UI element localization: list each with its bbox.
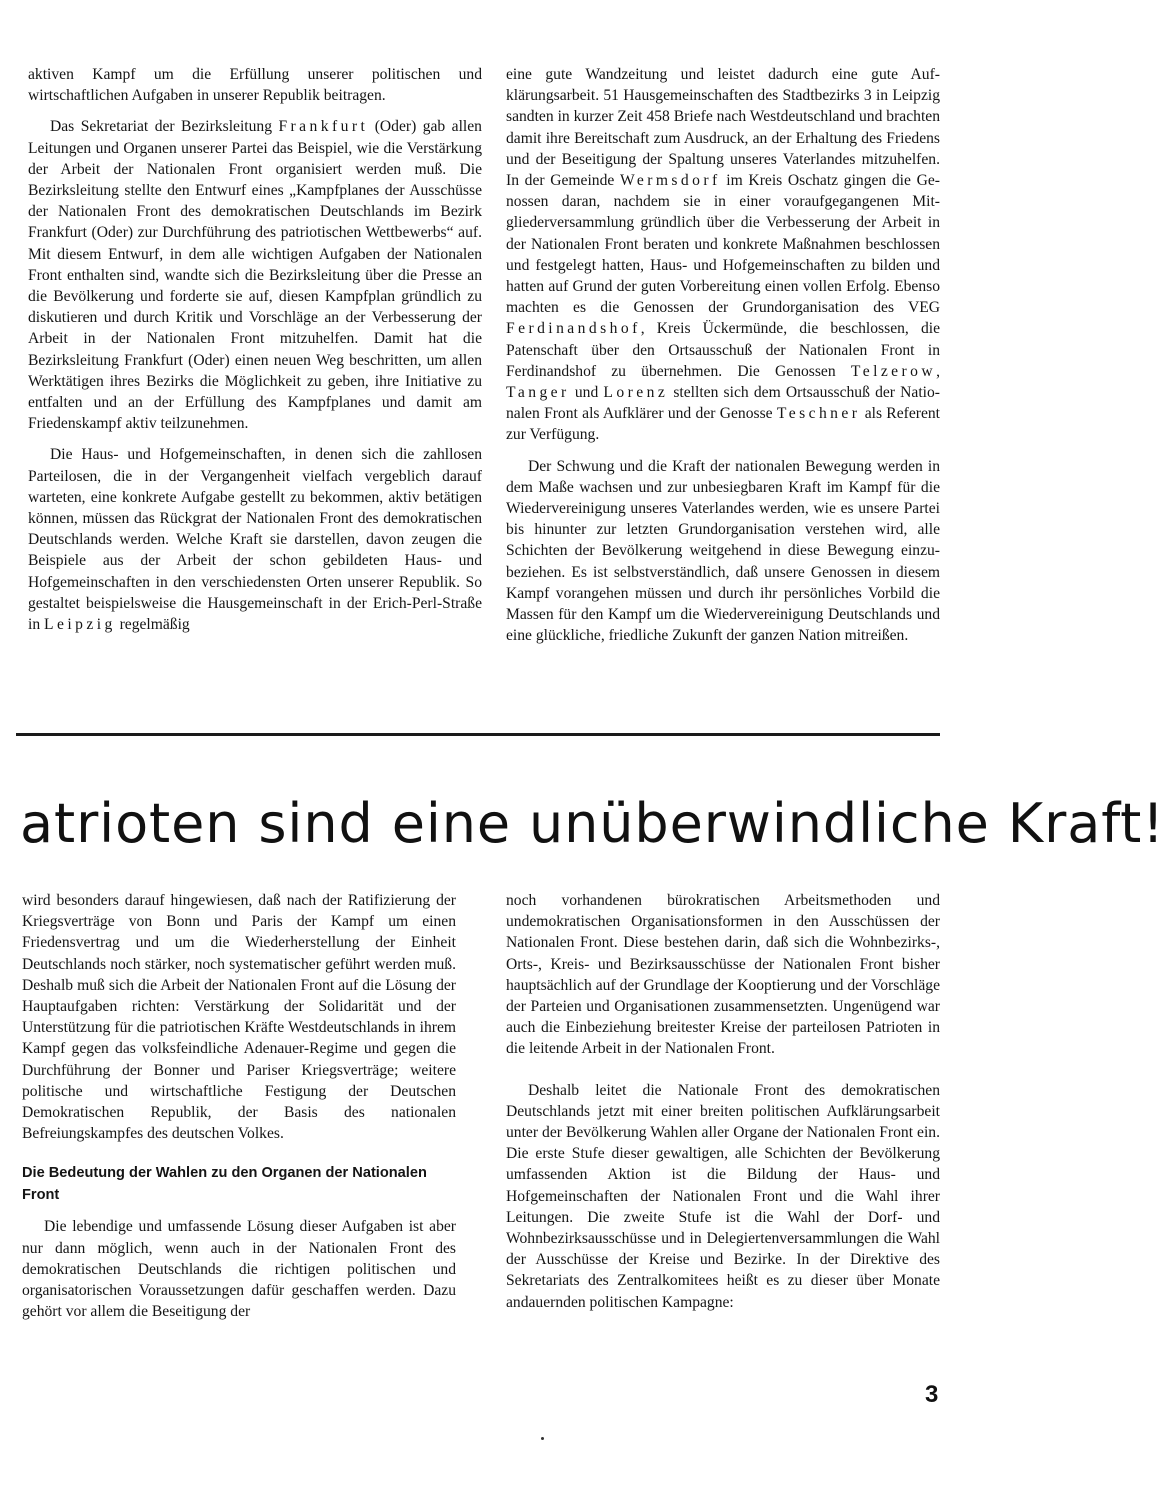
text-run: regelmäßig	[115, 616, 190, 634]
top-left-column	[28, 64, 482, 635]
paragraph	[506, 64, 940, 446]
spaced-name: Tanger	[506, 384, 570, 402]
spaced-name: Teschner	[776, 405, 861, 423]
spaced-name: Frankfurt	[278, 118, 369, 136]
paragraph: Deshalb leitet die Nationale Front des demokratischen Deutschlands jetzt mit einer breiten politischen Aufklärungsarbeit unter der Bevölkerung Wahlen aller Organe der Nationalen Front ein. Die erste Stufe dieser gewaltigen, alle Schichten der Bevölkerung umfassenden Aktion ist die Bildung der Haus- und Hofgemeinschaften der Nationalen Front und die Wahl ihrer Leitungen. Die zweite Stufe ist die Wahl der Dorf- und Wohnbezirksausschüsse und in Delegiertenversammlungen die Wahl der Ausschüsse der Kreise und Bezirke. In der Direktive des Sekretariats des Zentralkomitees heißt es zu dieser über Monate andauernden politischen Kampagne:	[506, 1081, 940, 1311]
headline: atrioten sind eine unüberwindliche Kraft!	[20, 792, 1165, 855]
top-right-column	[506, 64, 940, 646]
spaced-name: Wermsdorf	[619, 172, 721, 190]
text-run: eine gute Wandzeitung und leistet dadurch eine gute Aufklärungsarbeit. 51 Hausgemeinschaften des Stadtbezirks 3 in Leipzig sandten in kurzer Zeit 458 Briefe nach Westdeutschland und brachten damit ihre Bereitschaft zum Ausdruck, an der Erhaltung des Friedens und der Beseitigung der Spaltung unseres Vaterlandes mitzuhelfen. In der Gemeinde	[506, 66, 940, 190]
spaced-name: Telzerow	[850, 362, 937, 380]
paragraph	[28, 444, 482, 635]
text-run: als Referent zur Verfügung.	[506, 405, 940, 444]
bottom-left-column	[22, 890, 456, 1322]
text-run: , Kreis Ückermünde, die beschlossen, die Patenschaft über den Ortsausschuß der Nationalen Front in Ferdinandshof zu übernehmen. Die Genossen	[506, 320, 940, 380]
text-run: ,	[936, 362, 940, 380]
spaced-name: Leipzig	[44, 616, 116, 634]
subheading: Die Bedeutung der Wahlen zu den Organen der Nationalen Front	[22, 1165, 427, 1204]
text-run: im Kreis Oschatz gingen die Genossen daran, nachdem sie in einer voraufgegangenen Mitgliederversammlung gründlich über die Verbesserung der Arbeit in der Nationalen Front beraten und konkrete Maßnahmen beschlossen und festgelegt hatten, Haus- und Hofgemeinschaften zu bilden und hatten auf Grund der guten Vorbereitung einen vollen Erfolg. Ebenso machten es die Genossen der Grundorganisation des VEG	[506, 172, 940, 317]
text-run: Das Sekretariat der Bezirksleitung	[50, 118, 279, 136]
spaced-name: Lorenz	[603, 384, 669, 402]
paragraph: Die lebendige und umfassende Lösung dieser Aufgaben ist aber nur dann möglich, wenn auch in der Nationalen Front des demokratischen Deutschlands die richtigen politischen und organisatorischen Voraussetzungen dafür geschaffen werden. Dazu gehört vor allem die Beseitigung der	[22, 1218, 456, 1321]
text-run: (Oder) gab allen Leitungen und Organen unserer Partei das Beispiel, wie die Verstärkung der Arbeit der Nationalen Front organisiert werden muß. Die Bezirksleitung stellte den Entwurf eines „Kampfplanes der Ausschüsse der Nationalen Front des demokratischen Deutschlands im Bezirk Frankfurt (Oder) zur Durchführung des patriotischen Wettbewerbs“ auf. Mit diesem Entwurf, in dem alle wichtigen Aufgaben der Nationalen Front enthalten sind, wandte sich die Bezirksleitung über die Presse an die Bevölkerung und forderte sie auf, diesen Kampfplan gründlich zu diskutieren und durch Kritik und Vorschläge an der Verbesserung der Arbeit in der Nationalen Front mitzuhelfen. Damit hat die Bezirksleitung Frankfurt (Oder) einen neuen Weg beschritten, um allen Werktätigen ihres Bezirks die Möglichkeit zu geben, ihre Initiative zu entfalten und an der Erfüllung des Kampfplanes und damit am Friedenskampf aktiv teilzunehmen.	[28, 118, 482, 433]
paragraph: aktiven Kampf um die Erfüllung unserer politischen und wirtschaftlichen Aufgaben in unserer Republik beitragen.	[28, 66, 482, 105]
bottom-right-column	[506, 890, 940, 1313]
text-run: und	[569, 384, 604, 402]
text-run: stellten sich dem Ortsausschuß der Nationalen Front als Aufklärer und der Genosse	[506, 384, 940, 423]
spaced-name: Ferdinandshof	[506, 320, 641, 338]
paragraph: wird besonders darauf hingewiesen, daß nach der Ratifizierung der Kriegsverträge von Bonn und Paris der Kampf um einen Friedensvertrag und um die Wiederherstellung der Einheit Deutschlands noch stärker, noch systematischer geführt werden muß. Deshalb muß sich die Arbeit der Nationalen Front auf die Lösung der Hauptaufgaben richten: Verstärkung der Solidarität und der Unterstützung für die patriotischen Kräfte Westdeutschlands in ihrem Kampf gegen das volksfeindliche Adenauer-Regime und gegen die Durchführung der Bonner und Pariser Kriegsverträge; weitere politische und wirtschaftliche Festigung der Deutschen Demokratischen Republik, der Basis des nationalen Befreiungskampfes des deutschen Volkes.	[22, 892, 456, 1143]
paragraph: Der Schwung und die Kraft der nationalen Bewegung werden in dem Maße wachsen und zur unbesiegbaren Kraft im Kampf für die Wiedervereinigung unseres Vaterlandes werden, wie es unsere Partei bis hinunter zur letzten Grundorganisation verstehen wird, alle Schichten der Bevölkerung weitgehend in diese Bewegung einzubeziehen. Es ist selbstverständlich, daß unsere Genossen in diesem Kampf vorangehen müssen und durch ihr persönliches Vorbild die Massen für den Kampf um die Wiedervereinigung Deutschlands und eine glückliche, friedliche Zukunft der ganzen Nation mitreißen.	[506, 457, 940, 645]
page-number: 3	[925, 1381, 939, 1408]
print-speck	[541, 1437, 544, 1440]
paragraph	[28, 116, 482, 434]
section-divider	[16, 733, 940, 736]
paragraph: noch vorhandenen bürokratischen Arbeitsmethoden und undemokratischen Organisationsformen in den Ausschüssen der Nationalen Front. Diese bestehen darin, daß sich die Wohnbezirks-, Orts-, Kreis- und Bezirksausschüsse der Nationalen Front bisher hauptsächlich auf der Grundlage der Kooptierung und der Vorschläge der Parteien und Organisationen zusammensetzten. Ungenügend war auch die Einbeziehung breitester Kreise der parteilosen Patrioten in die leitende Arbeit in der Nationalen Front.	[506, 892, 940, 1058]
text-run: Die Haus- und Hofgemeinschaften, in denen sich die zahllosen Parteilosen, die in der Vergangenheit vielfach vergeblich darauf warteten, eine konkrete Aufgabe gestellt zu bekommen, aktiv betätigen können, müssen das Rückgrat der Nationalen Front des demokratischen Deutschlands werden. Welche Kraft sie darstellen, davon zeugen die Beispiele aus der Arbeit der schon gebildeten Haus- und Hofgemeinschaften in den verschiedensten Orten unserer Republik. So gestaltet beispielsweise die Hausgemeinschaft in der Erich-Perl-Straße in	[28, 446, 482, 634]
